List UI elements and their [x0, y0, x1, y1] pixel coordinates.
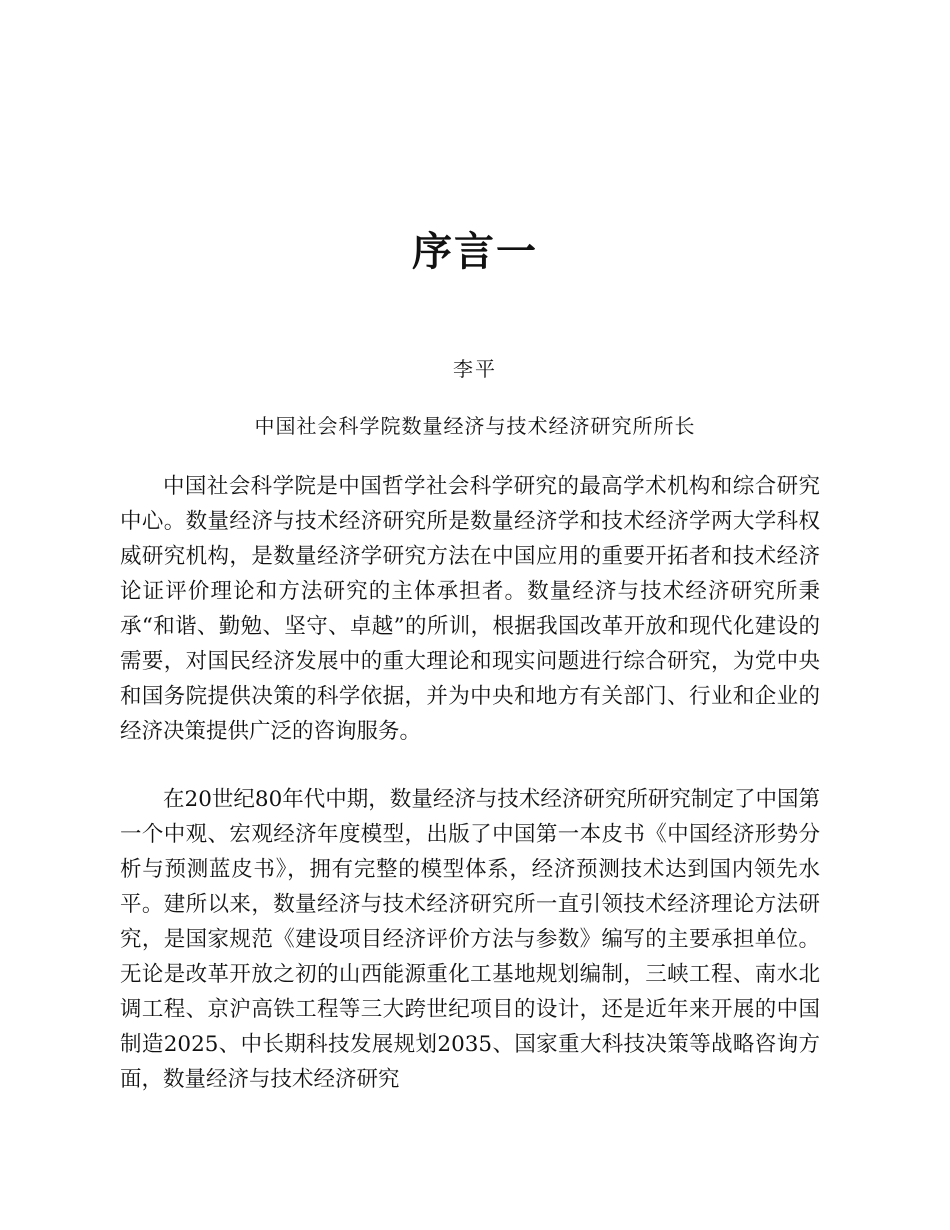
body-text — [120, 469, 820, 1097]
author-name: 李平 — [453, 357, 497, 381]
page-title: 序言一 — [412, 229, 538, 275]
paragraph-2: 在20世纪80年代中期，数量经济与技术经济研究所研究制定了中国第一个中观、宏观经济年度模型，出版了中国第一本皮书《中国经济形势分析与预测蓝皮书》，拥有完整的模型体系，经济预测技术达到国内领先水平。建所以来，数量经济与技术经济研究所一直引领技术经济理论方法研究，是国家规范《建设项目经济评价方法与参数》编写的主要承担单位。无论是改革开放之初的山西能源重化工基地规划编制，三峡工程、南水北调工程、京沪高铁工程等三大跨世纪项目的设计，还是近年来开展的中国制造2025、中长期科技发展规划2035、国家重大科技决策等战略咨询方面，数量经济与技术经济研究 — [120, 787, 820, 1092]
paragraph-1: 中国社会科学院是中国哲学社会科学研究的最高学术机构和综合研究中心。数量经济与技术经济研究所是数量经济学和技术经济学两大学科权威研究机构，是数量经济学研究方法在中国应用的重要开拓者和技术经济论证评价理论和方法研究的主体承担者。数量经济与技术经济研究所秉承“和谐、勤勉、坚守、卓越”的所训，根据我国改革开放和现代化建设的需要，对国民经济发展中的重大理论和现实问题进行综合研究，为党中央和国务院提供决策的科学依据，并为中央和地方有关部门、行业和企业的经济决策提供广泛的咨询服务。 — [120, 474, 820, 744]
author-affiliation: 中国社会科学院数量经济与技术经济研究所所长 — [254, 414, 696, 438]
